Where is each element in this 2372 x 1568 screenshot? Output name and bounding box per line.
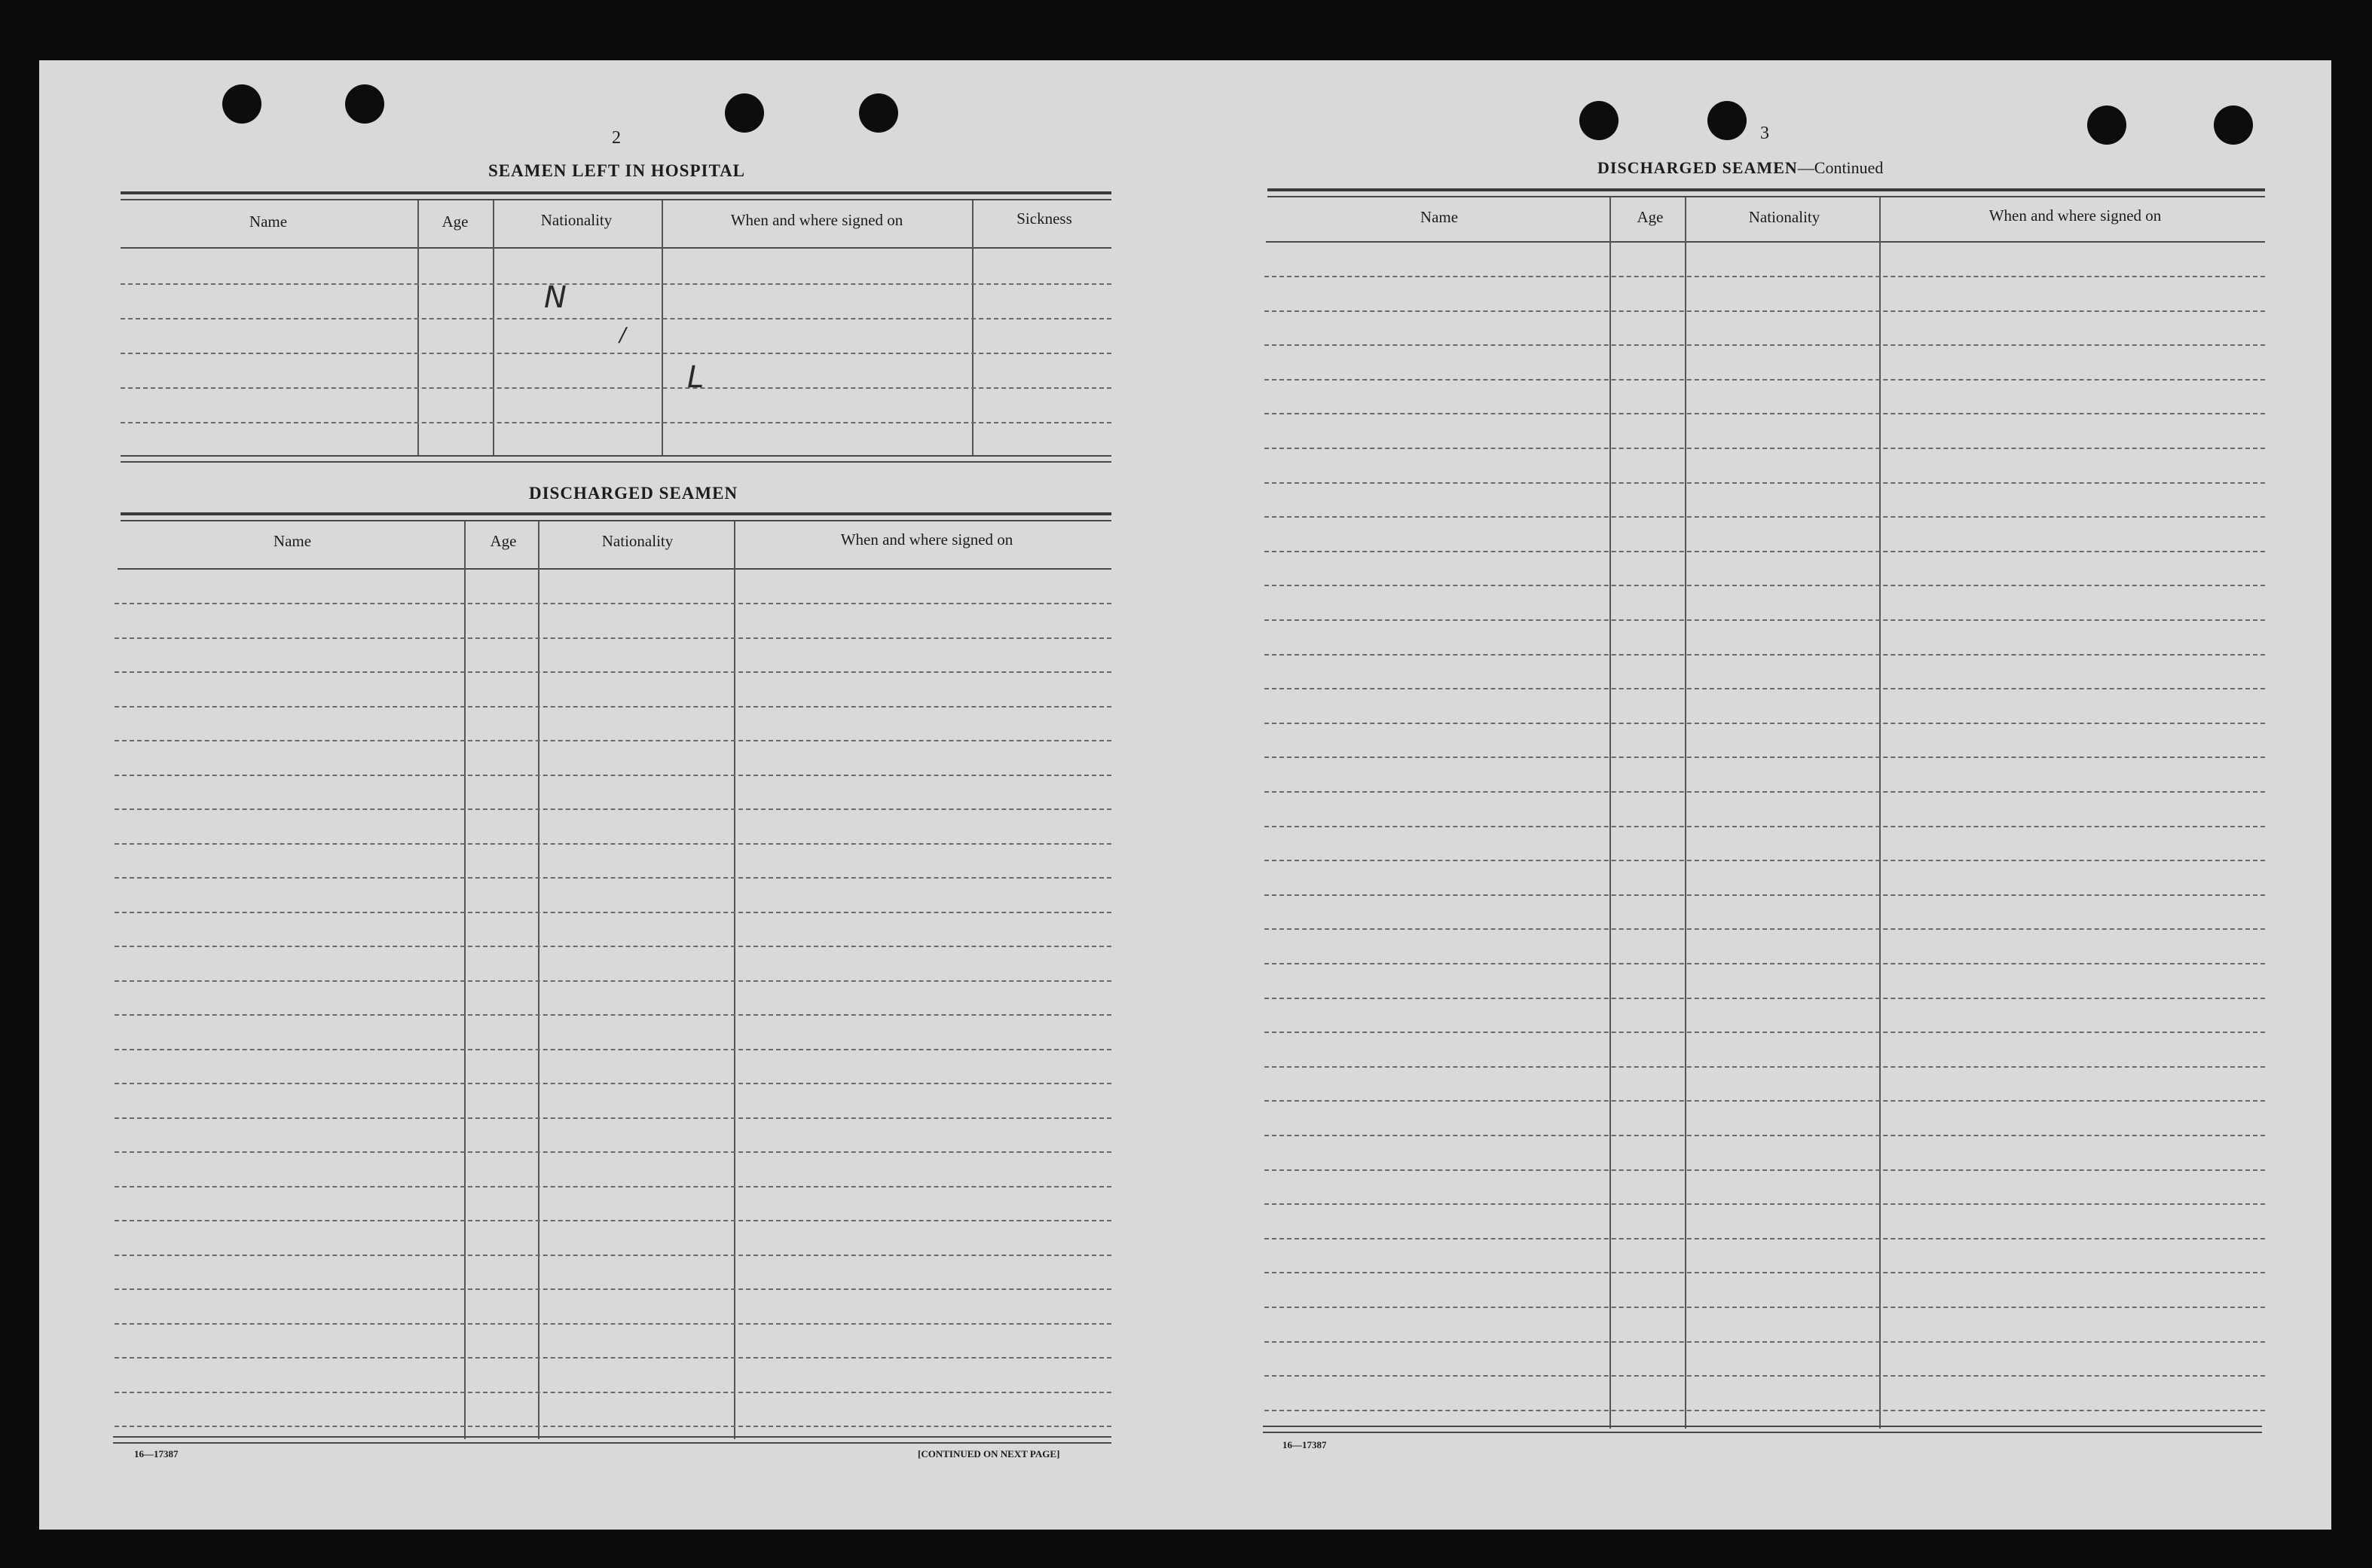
right-page-number: 3 <box>1760 124 1769 143</box>
row-line <box>1264 619 2265 621</box>
column-header-age: Age <box>490 532 517 550</box>
rule <box>113 1442 1111 1444</box>
form-sheet <box>39 60 2331 1530</box>
column-divider <box>417 200 419 457</box>
rule <box>121 199 1111 200</box>
row-line <box>115 1288 1111 1290</box>
row-line <box>115 1220 1111 1221</box>
form-number: 16—17387 <box>1282 1439 1327 1450</box>
punch-hole <box>1579 101 1619 140</box>
form-number: 16—17387 <box>134 1448 179 1459</box>
row-line <box>115 843 1111 845</box>
row-line <box>1264 1238 2265 1239</box>
row-line <box>115 1151 1111 1153</box>
row-line <box>121 387 1111 389</box>
row-line <box>1264 1272 2265 1273</box>
row-line <box>115 706 1111 708</box>
section-title-suffix: —Continued <box>1797 158 1884 177</box>
rule <box>121 191 1111 194</box>
row-line <box>1264 344 2265 346</box>
row-line <box>1264 1135 2265 1136</box>
row-line <box>1264 413 2265 414</box>
rule <box>1267 196 2265 197</box>
continued-section-title <box>1597 158 1883 178</box>
row-line <box>1264 551 2265 552</box>
row-line <box>115 1049 1111 1050</box>
row-line <box>121 422 1111 423</box>
row-line <box>115 1083 1111 1084</box>
column-divider <box>1685 197 1686 1429</box>
column-header-when-where: When and where signed on <box>1988 206 2162 225</box>
row-line <box>1264 688 2265 689</box>
row-line <box>1264 1341 2265 1343</box>
row-line <box>115 1392 1111 1393</box>
continued-note: [CONTINUED ON NEXT PAGE] <box>918 1448 1060 1459</box>
row-line <box>115 637 1111 639</box>
row-line <box>115 1186 1111 1187</box>
row-line <box>115 1014 1111 1016</box>
row-line <box>115 603 1111 604</box>
row-line <box>115 877 1111 879</box>
punch-hole <box>345 84 384 124</box>
row-line <box>1264 791 2265 793</box>
row-line <box>1264 1032 2265 1033</box>
row-line <box>115 775 1111 776</box>
rule <box>118 568 1111 570</box>
row-line <box>1264 826 2265 827</box>
column-header-when-where: When and where signed on <box>730 211 903 229</box>
column-header-nationality: Nationality <box>601 532 674 550</box>
row-line <box>1264 1203 2265 1205</box>
column-divider <box>1879 197 1881 1429</box>
handwritten-mark: / <box>619 324 626 347</box>
row-line <box>1264 1066 2265 1068</box>
row-line <box>1264 585 2265 586</box>
punch-hole <box>859 93 898 133</box>
punch-hole <box>222 84 261 124</box>
row-line <box>1264 1375 2265 1377</box>
row-line <box>115 808 1111 810</box>
column-header-name: Name <box>273 532 312 550</box>
rule <box>113 1436 1111 1438</box>
column-header-when-where: When and where signed on <box>840 530 1013 549</box>
column-divider <box>662 200 663 457</box>
handwritten-mark: L <box>687 360 705 395</box>
row-line <box>1264 1100 2265 1102</box>
row-line <box>1264 723 2265 724</box>
row-line <box>1264 276 2265 277</box>
punch-hole <box>1707 101 1747 140</box>
row-line <box>1264 998 2265 999</box>
rule <box>121 520 1111 521</box>
column-header-sickness: Sickness <box>1016 209 1072 228</box>
row-line <box>1264 963 2265 964</box>
rule <box>121 512 1111 515</box>
column-divider <box>972 200 974 457</box>
row-line <box>115 1426 1111 1427</box>
column-divider <box>493 200 494 457</box>
rule <box>121 247 1111 249</box>
rule <box>121 455 1111 457</box>
handwritten-mark: N <box>544 280 567 315</box>
row-line <box>115 1357 1111 1359</box>
row-line <box>115 740 1111 741</box>
hospital-section-title: SEAMEN LEFT IN HOSPITAL <box>488 161 746 180</box>
row-line <box>1264 379 2265 381</box>
row-line <box>1264 928 2265 930</box>
punch-hole <box>2214 105 2253 145</box>
row-line <box>1264 310 2265 312</box>
row-line <box>1264 1307 2265 1308</box>
row-line <box>1264 894 2265 896</box>
row-line <box>115 1117 1111 1119</box>
row-line <box>115 946 1111 947</box>
row-line <box>1264 860 2265 861</box>
row-line <box>1264 1410 2265 1411</box>
column-header-name: Name <box>1420 208 1459 226</box>
rule <box>1267 188 2265 191</box>
column-header-nationality: Nationality <box>540 211 613 229</box>
left-page-number: 2 <box>612 128 621 148</box>
row-line <box>115 1323 1111 1325</box>
rule <box>1263 1426 2262 1427</box>
row-line <box>1264 1169 2265 1171</box>
row-line <box>121 283 1111 285</box>
rule <box>1263 1432 2262 1433</box>
row-line <box>121 318 1111 319</box>
row-line <box>1264 482 2265 484</box>
section-title-text: DISCHARGED SEAMEN <box>1597 158 1798 177</box>
row-line <box>115 671 1111 673</box>
punch-hole <box>725 93 764 133</box>
row-line <box>1264 448 2265 449</box>
row-line <box>121 353 1111 354</box>
column-header-age: Age <box>1637 208 1664 226</box>
column-divider <box>1609 197 1611 1429</box>
column-header-age: Age <box>442 212 469 231</box>
row-line <box>115 980 1111 982</box>
rule <box>1266 241 2265 243</box>
row-line <box>115 912 1111 913</box>
column-header-nationality: Nationality <box>1748 208 1820 226</box>
column-header-name: Name <box>249 212 288 231</box>
rule <box>121 461 1111 463</box>
row-line <box>1264 756 2265 758</box>
row-line <box>115 1255 1111 1256</box>
row-line <box>1264 516 2265 518</box>
row-line <box>1264 654 2265 656</box>
discharged-section-title: DISCHARGED SEAMEN <box>529 484 738 503</box>
punch-hole <box>2087 105 2126 145</box>
